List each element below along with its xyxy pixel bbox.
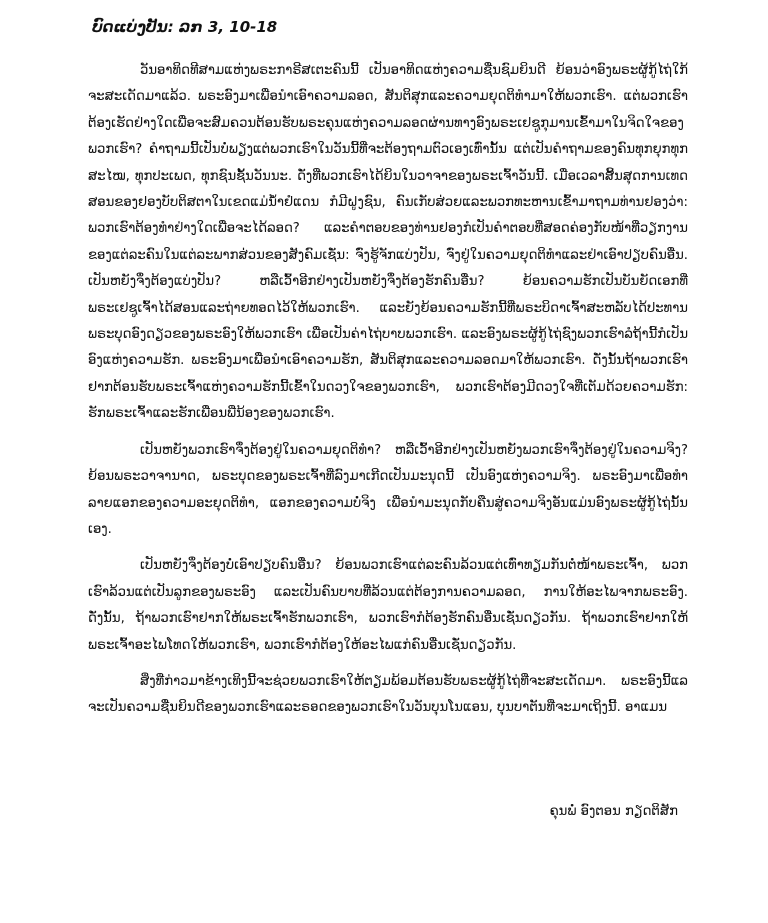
paragraph-4: ສິ່ງທີ່ກ່າວມາຂ້າງເທິງນີ້ຈະຊ່ວຍພວກເຮົາໃຫ້ຕຽມພ້ອມຕ້ອນຮັບພຣະຜູ້ກູ້ໄຖ່ທີ່ຈະສະເດັດມາ. ພຣະອົງນີ້ແລຈະເປັນຄວາມຊື່ນຍິນດີຂອງພວກເຮົາແລະຣອດຂອງພວກເຮົາໃນວັນບຸນໂນແອນ, ບຸນບາຕັນທີ່ຈະມາເຖິງນີ້. ອາແມນ: [88, 673, 688, 716]
document-body: [88, 58, 688, 732]
author-signature: ຄຸນພໍ່ ອົງຕອນ ກຽດຕິສັກ: [549, 804, 678, 819]
paragraph-2: ເປັນຫຍັງພວກເຮົາຈຶ່ງຕ້ອງຢູ່ໃນຄວາມຍຸດຕິທໍາ? ຫລືເວົ້າອີກຢ່າງເປັນຫຍັງພວກເຮົາຈຶ່ງຕ້ອງຢູ່ໃນຄວາມຈິງ? ຍ້ອນພຣະວາຈານາດ, ພຣະບຸດຂອງພຣະເຈົ້າທີ່ລົງມາເກີດເປັນມະນຸດນີ້ ເປັນອົງແຫ່ງຄວາມຈິງ. ພຣະອົງມາເພື່ອທໍາລາຍແອກຂອງຄວາມອະຍຸດຕິທໍາ, ແອກຂອງຄວາມບໍ່ຈິງ ເພື່ອນໍາມະນຸດກັບຄືນສູ່ຄວາມຈິງອັນແມ່ນອົງພຣະຜູ້ກູ້ໄຖ່ນັ້ນເອງ.: [88, 442, 688, 537]
paragraph-1: ວັນອາທິດທີສາມແຫ່ງພຣະກາຣີສເຕະຄົນນີ້ ເປັນອາທິດແຫ່ງຄວາມຊື່ນຊົມຍິນດີ ຍ້ອນວ່າອົງພຣະຜູ້ກູ້ໄຖ່ໃກ້ຈະສະເດັດມາແລ້ວ. ພຣະອົງມາເພື່ອນໍາເອົາຄວາມລອດ, ສັນຕິສຸກແລະຄວາມຍຸດຕິທໍາມາໃຫ້ພວກເຮົາ. ແຕ່ພວກເຮົາຕ້ອງເຮັດຢ່າງໃດເພື່ອຈະສົມຄວນຕ້ອນຮັບພຣະຄຸນແຫ່ງຄວາມລອດຜ່ານທາງອົງພຣະເຢຊູກຸມານເຂົ້າມາໃນຈິດໃຈຂອງພວກເຮົາ? ຄໍາຖາມນີ້ເປັນບໍ່ພຽງແຕ່ພວກເຮົາໃນວັນນີ້ທີ່ຈະຕ້ອງຖາມຕົວເອງເທົ່ານັ້ນ ແຕ່ເປັນຄໍາຖາມຂອງຄົນທຸກຍຸກທຸກສະໄໝ, ທຸກປະເພດ, ທຸກຊົນຊັ້ນວັນນະ. ດັ່ງທີ່ພວກເຮົາໄດ້ຍິນໃນວາຈາຂອງພຣະເຈົ້າວັນນີ້. ເມື່ອເວລາສິ້ນສຸດການເທດສອນຂອງຢອງບັບຕິສຕາໃນເຂດແມ່ນໍ້າຢໍແດນ ກໍມີຝູງຊົນ, ຄົນເກັບສ່ວຍແລະພວກທະຫານເຂົ້າມາຖາມທ່ານຢອງວ່າ: ພວກເຮົາຕ້ອງທໍາຢ່າງໃດເພື່ອຈະໄດ້ລອດ? ແລະຄໍາຕອບຂອງທ່ານຢອງກໍເປັນຄໍາຕອບທີ່ສອດຄ່ອງກັບໜ້າທີ່ວຽກງານຂອງແຕ່ລະຄົນໃນແຕ່ລະພາກສ່ວນຂອງສັງຄົມເຊັ່ນ: ຈົ່ງຮູ້ຈັກແບ່ງປັນ, ຈົ່ງຢູ່ໃນຄວາມຍຸດຕິທໍາແລະຢ່າເອົາປຽບຄົນອື່ນ. ເປັນຫຍັງຈຶ່ງຕ້ອງແບ່ງປັນ? ຫລືເວົ້າອີກຢ່າງເປັນຫຍັງຈຶ່ງຕ້ອງຮັກຄົນອື່ນ? ຍ້ອນຄວາມຮັກເປັນບັນຍັດເອກທີ່ພຣະເຢຊູເຈົ້າໄດ້ສອນແລະຖ່າຍທອດໄວ້ໃຫ້ພວກເຮົາ. ແລະຍັງຍ້ອນຄວາມຮັກນີ້ທີ່ພຣະບິດາເຈົ້າສະຫລັບໄດ້ປະທານພຣະບຸດອົງດຽວຂອງພຣະອົງໃຫ້ພວກເຮົາ ເພື່ອເປັນຄ່າໄຖ່ບາບພວກເຮົາ. ແລະອົງພຣະຜູ້ກູ້ໄຖ່ຊົງພວກເຮົາລໍຖ້ານີ້ກໍເປັນອົງແຫ່ງຄວາມຮັກ. ພຣະອົງມາເພື່ອນໍາເອົາຄວາມຮັກ, ສັນຕິສຸກແລະຄວາມລອດມາໃຫ້ພວກເຮົາ. ດັ່ງນັ້ນຖ້າພວກເຮົາຢາກຕ້ອນຮັບພຣະເຈົ້າແຫ່ງຄວາມຮັກນີ້ເຂົ້າໃນດວງໃຈຂອງພວກເຮົາ, ພວກເຮົາຕ້ອງມີດວງໃຈທີ່ເຕັມດ້ວຍຄວາມຮັກ: ຮັກພຣະເຈົ້າແລະຮັກເພື່ອນພີ່ນ້ອງຂອງພວກເຮົາ.: [88, 63, 688, 422]
paragraph-3: ເປັນຫຍັງຈຶ່ງຕ້ອງບໍ່ເອົາປຽບຄົນອື່ນ? ຍ້ອນພວກເຮົາແຕ່ລະຄົນລ້ວນແຕ່ເທົ່າທຽມກັນຕໍ່ໜ້າພຣະເຈົ້າ, ພວກເຮົາລ້ວນແຕ່ເປັນລູກຂອງພຣະອົງ ແລະເປັນຄົນບາບທີ່ລ້ວນແຕ່ຕ້ອງການຄວາມລອດ, ການໃຫ້ອະໄພຈາກພຣະອົງ. ດັ່ງນັ້ນ, ຖ້າພວກເຮົາຢາກໃຫ້ພຣະເຈົ້າຮັກພວກເຮົາ, ພວກເຮົາກໍຕ້ອງຮັກຄົນອື່ນເຊັ່ນດຽວກັນ. ຖ້າພວກເຮົາຢາກໃຫ້ພຣະເຈົ້າອະໄພໂທດໃຫ້ພວກເຮົາ, ພວກເຮົາກໍຕ້ອງໃຫ້ອະໄພແກ່ຄົນອື່ນເຊັ່ນດຽວກັນ.: [88, 558, 688, 653]
document-title: ບົດແບ່ງປັນ: ລກ 3, 10-18: [92, 18, 278, 36]
